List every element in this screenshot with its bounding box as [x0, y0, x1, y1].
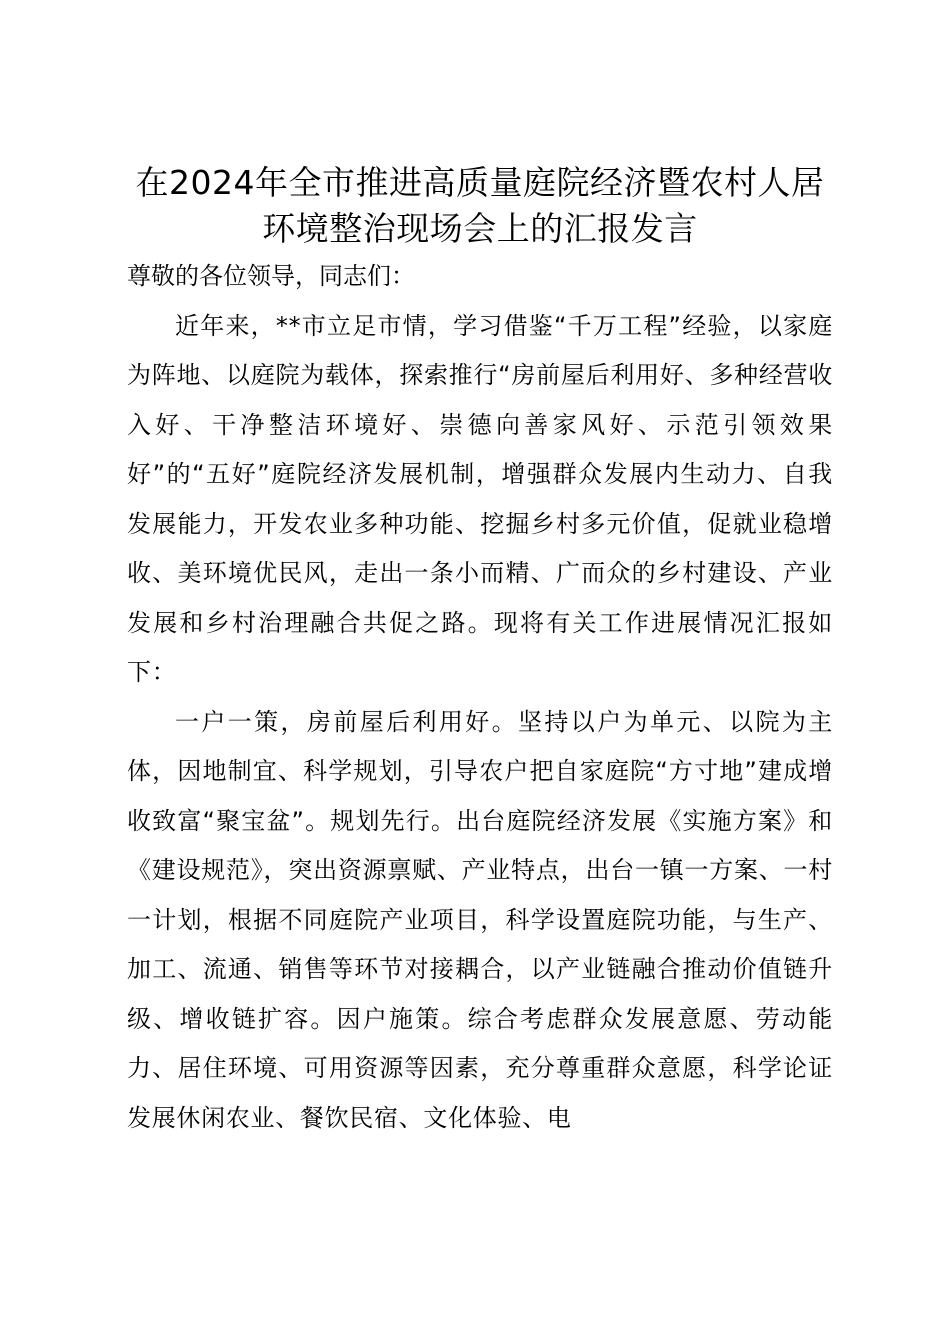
body-paragraph-intro: 近年来，**市立足市情，学习借鉴“千万工程”经验，以家庭为阵地、以庭院为载体，探索推行“房前屋后利用好、多种经营收入好、干净整洁环境好、崇德向善家风好、示范引领效果好”的“五好”庭院经济发展机制，增强群众发展内生动力、自我发展能力，开发农业多种功能、挖掘乡村多元价值，促就业稳增收、美环境优民风，走出一条小而精、广而众的乡村建设、产业发展和乡村治理融合共促之路。现将有关工作进展情况汇报如下： — [127, 311, 833, 686]
document-page — [127, 160, 833, 1143]
document-title: 在2024年全市推进高质量庭院经济暨农村人居环境整治现场会上的汇报发言 — [135, 163, 825, 248]
salutation: 尊敬的各位领导，同志们： — [127, 262, 415, 290]
body-paragraph-section-1: 一户一策，房前屋后利用好。坚持以户为单元、以院为主体，因地制宜、科学规划，引导农户把自家庭院“方寸地”建成增收致富“聚宝盆”。规划先行。出台庭院经济发展《实施方案》和《建设规范》，突出资源禀赋、产业特点，出台一镇一方案、一村一计划，根据不同庭院产业项目，科学设置庭院功能，与生产、加工、流通、销售等环节对接耦合，以产业链融合推动价值链升级、增收链扩容。因户施策。综合考虑群众发展意愿、劳动能力、居住环境、可用资源等因素，充分尊重群众意愿，科学论证发展休闲农业、餐饮民宿、文化体验、电 — [127, 707, 833, 1132]
